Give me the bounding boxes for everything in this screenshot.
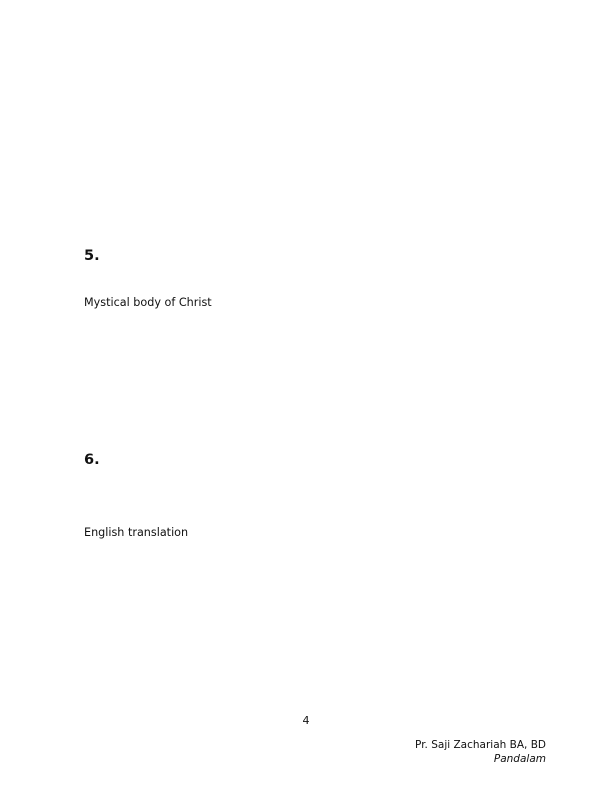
footer-location: Pandalam [493,753,546,765]
footer-author: Pr. Saji Zachariah BA, BD [415,739,546,751]
paragraph-english-phrase: English translation [84,526,189,539]
paragraph-emotions [84,294,544,312]
section-heading-6 [84,448,544,472]
page-number: 4 [302,714,310,727]
section-number: 6. [84,452,100,468]
paragraph-knowledge [84,524,544,542]
paragraph-english-phrase: Mystical body of Christ [84,296,212,309]
section-heading-5 [84,244,544,268]
footer [415,738,546,766]
section-number: 5. [84,248,100,264]
